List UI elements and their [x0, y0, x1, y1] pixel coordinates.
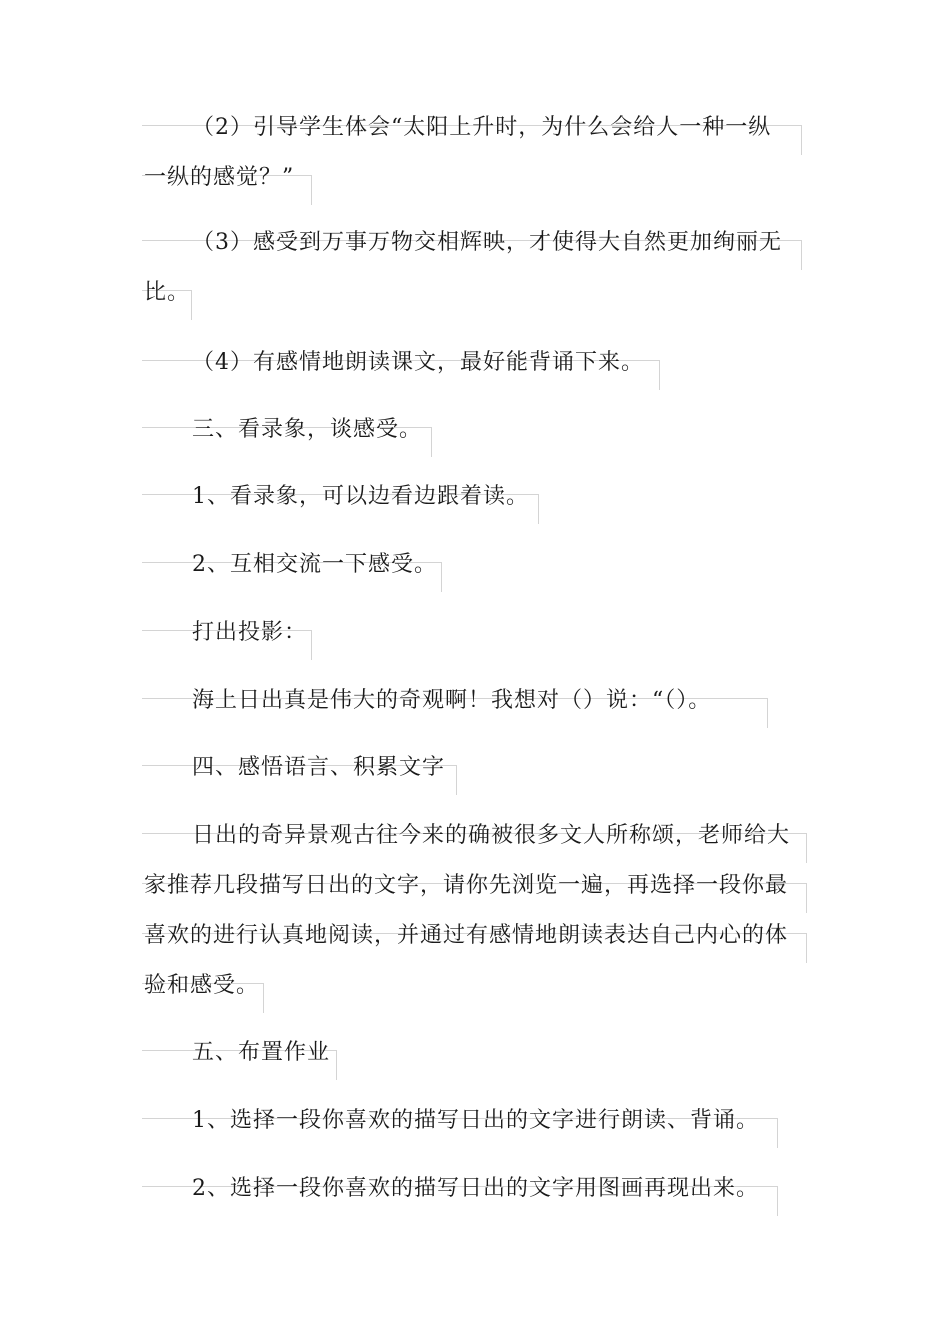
- text-line: [142, 1108, 778, 1148]
- text-line: [142, 280, 192, 320]
- line-text: 五、布置作业: [192, 1040, 331, 1065]
- line-text: 三、看录象，谈感受。: [192, 417, 423, 442]
- section-heading: [142, 755, 457, 795]
- text-line: [142, 1176, 778, 1216]
- line-text: 比。: [144, 280, 191, 305]
- section-heading: [142, 1040, 337, 1080]
- text-line: [142, 923, 807, 963]
- text-line: [142, 115, 802, 155]
- text-line: [142, 973, 264, 1013]
- text-line: [142, 620, 312, 660]
- text-line: [142, 688, 768, 728]
- line-text: 2、互相交流一下感受。: [192, 552, 437, 577]
- line-text: 1、选择一段你喜欢的描写日出的文字进行朗读、背诵。: [192, 1108, 759, 1133]
- line-text: 家推荐几段描写日出的文字，请你先浏览一遍，再选择一段你最: [144, 873, 789, 898]
- text-line: [142, 873, 807, 913]
- text-line: [142, 484, 539, 524]
- line-text: （3）感受到万事万物交相辉映，才使得大自然更加绚丽无: [192, 230, 782, 255]
- line-text: （2）引导学生体会“太阳上升时，为什么会给人一种一纵: [192, 115, 772, 140]
- line-text: 四、感悟语言、积累文字: [192, 755, 446, 780]
- line-text: 喜欢的进行认真地阅读，并通过有感情地朗读表达自己内心的体: [144, 923, 789, 948]
- line-text: 验和感受。: [144, 973, 260, 998]
- text-line: [142, 823, 807, 863]
- text-line: [142, 350, 660, 390]
- text-line: [142, 230, 802, 270]
- line-text: 打出投影：: [192, 620, 308, 645]
- section-heading: [142, 417, 432, 457]
- line-text: 海上日出真是伟大的奇观啊！我想对（）说：“（）。: [192, 688, 712, 713]
- line-text: 2、选择一段你喜欢的描写日出的文字用图画再现出来。: [192, 1176, 759, 1201]
- line-text: 日出的奇异景观古往今来的确被很多文人所称颂，老师给大: [192, 823, 791, 848]
- text-line: [142, 165, 312, 205]
- line-text: 一纵的感觉？”: [144, 165, 295, 190]
- text-line: [142, 552, 442, 592]
- line-text: 1、看录象，可以边看边跟着读。: [192, 484, 529, 509]
- line-text: （4）有感情地朗读课文，最好能背诵下来。: [192, 350, 644, 375]
